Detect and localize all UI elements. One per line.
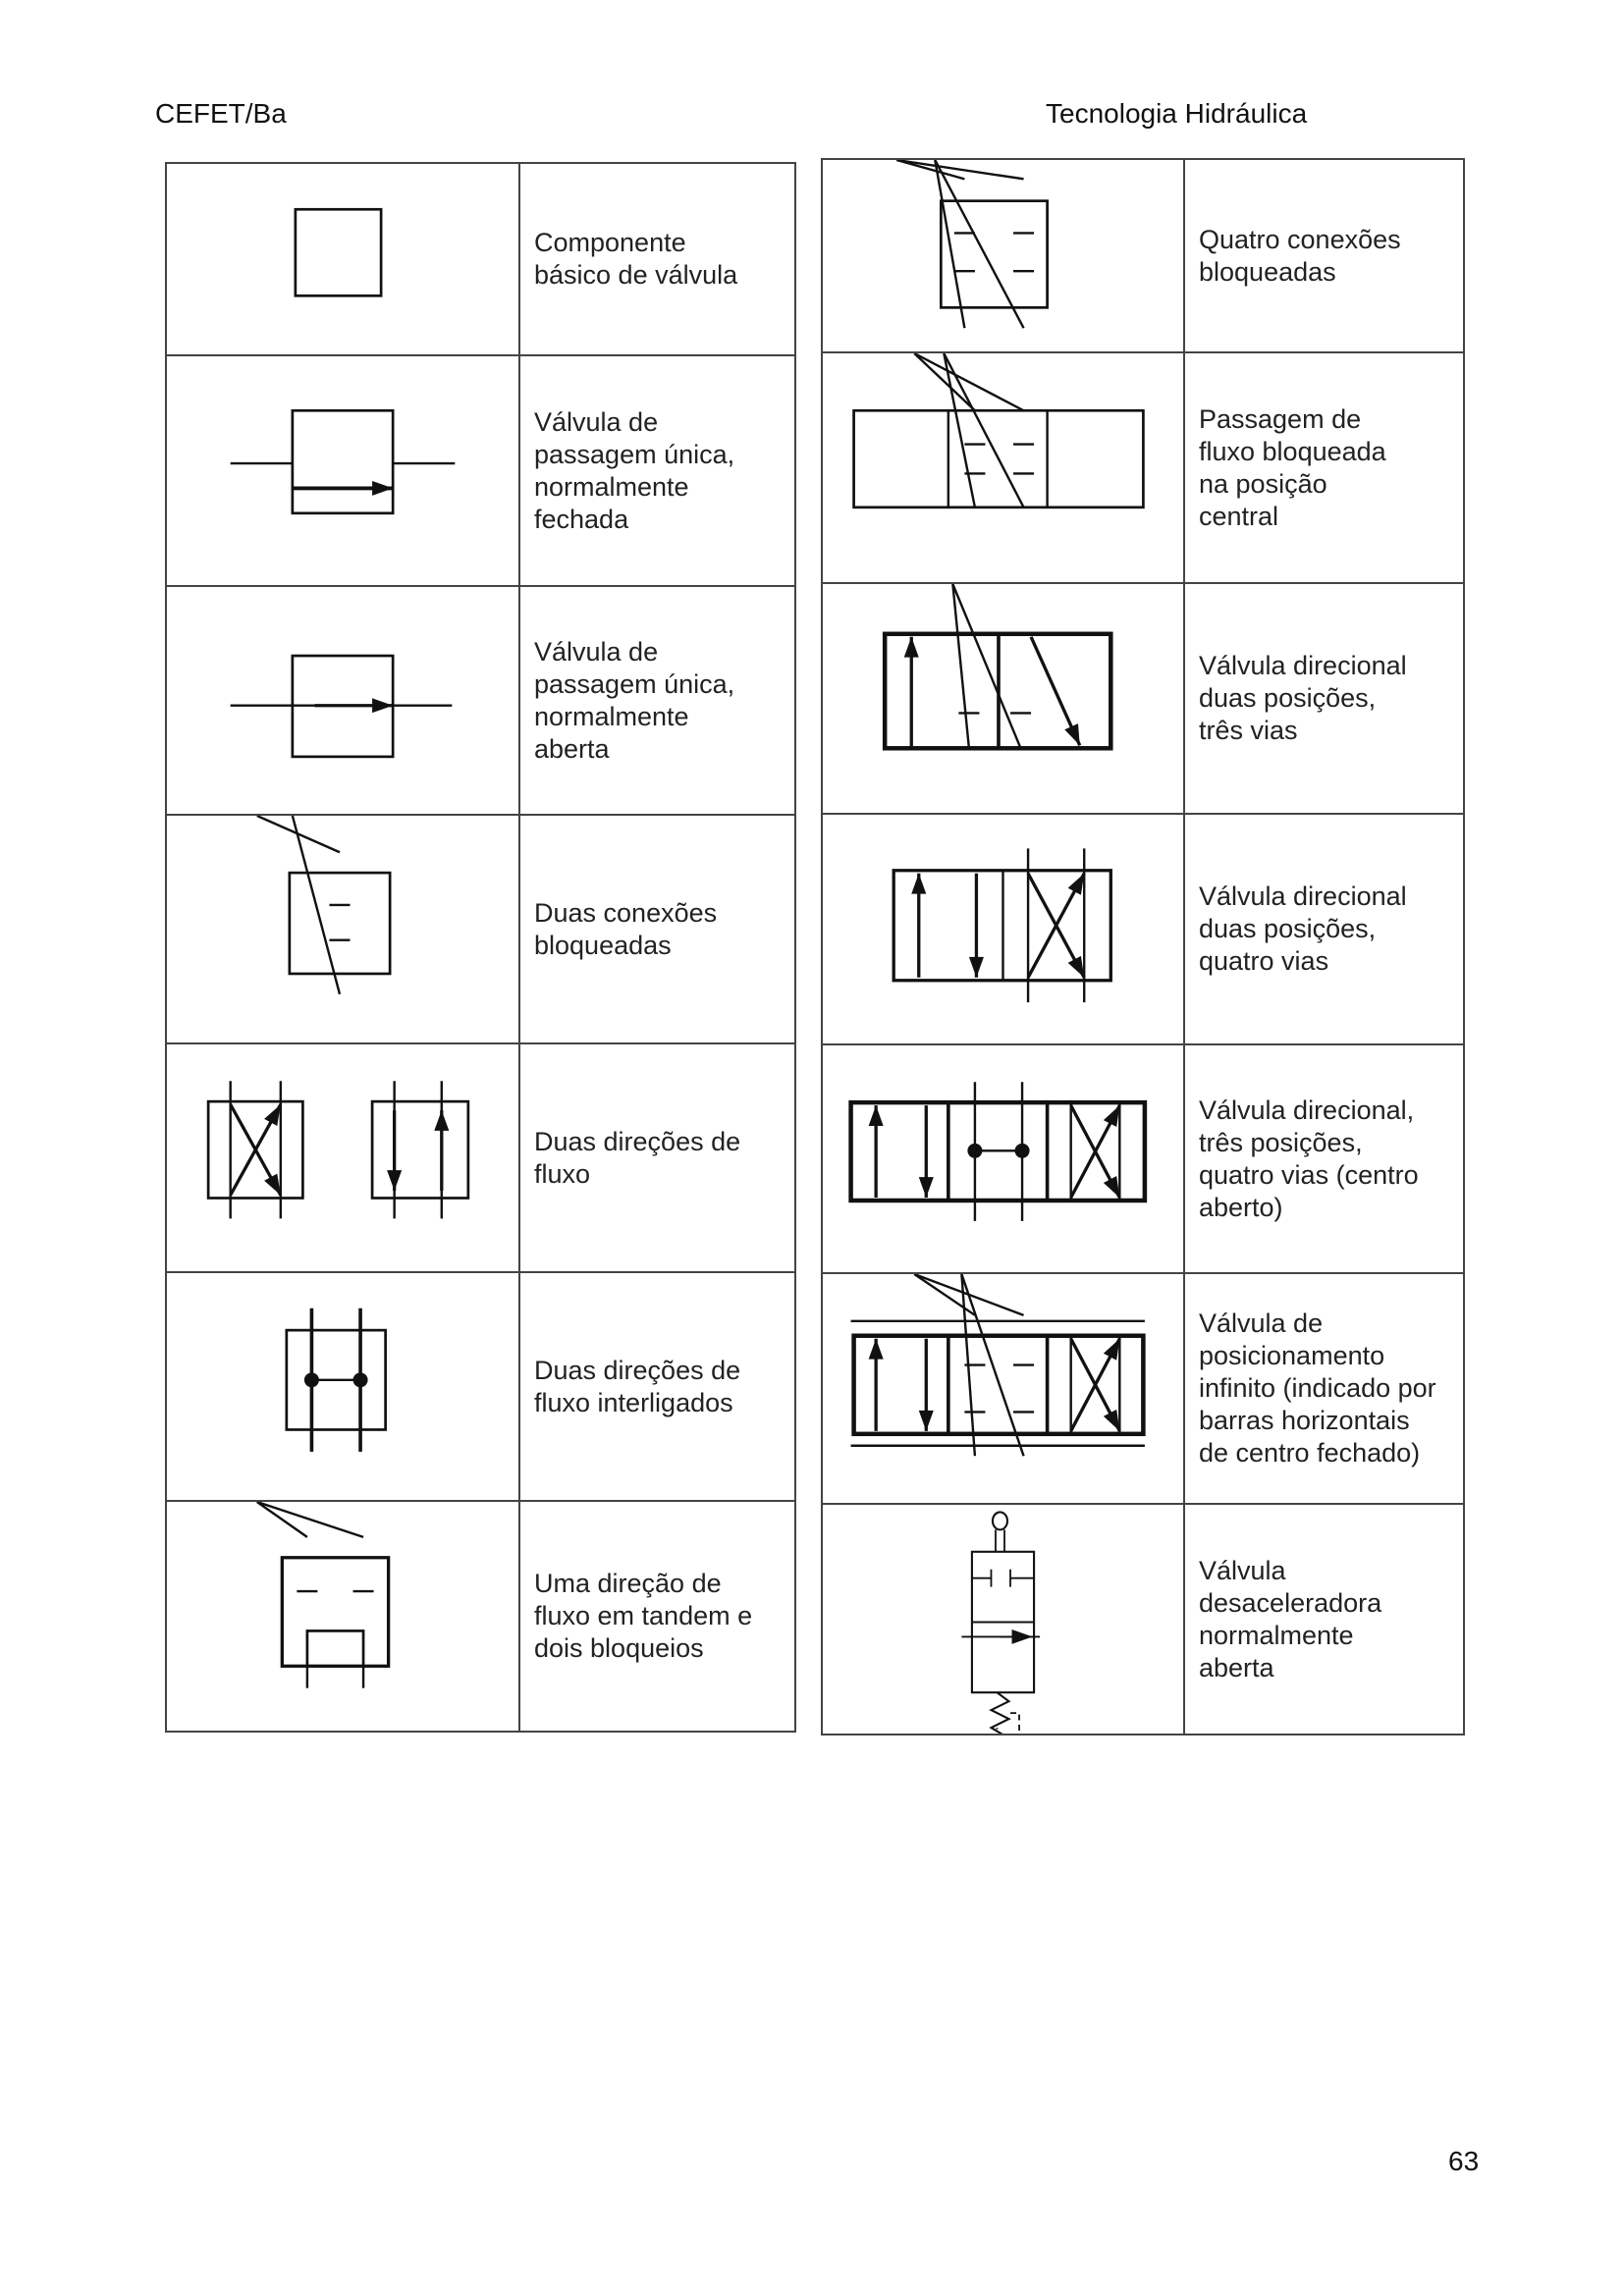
symbol-cell <box>822 583 1184 814</box>
symbol-description: Duas direções de fluxo interligados <box>534 1355 741 1417</box>
arrow-head-icon <box>919 1411 934 1431</box>
symbol-description: Válvula de passagem única, normalmente aberta <box>534 636 735 764</box>
arrow-head-icon <box>264 1174 281 1196</box>
two-flow-directions-icon <box>167 1044 518 1271</box>
symbol-description: Válvula direcional duas posições, quatro vias <box>1199 881 1407 976</box>
line <box>952 584 969 748</box>
basic-valve-component-icon <box>167 164 518 354</box>
symbol-description: Passagem de fluxo bloqueada na posição central <box>1199 403 1386 531</box>
arrow-head-icon <box>372 481 393 496</box>
junction-dot-icon <box>1015 1144 1030 1158</box>
description-cell <box>1184 814 1464 1044</box>
arrow-head-icon <box>919 1177 934 1198</box>
symbol-cell <box>822 1044 1184 1273</box>
symbol-row <box>822 583 1464 814</box>
description-cell <box>519 1272 795 1501</box>
description-cell <box>1184 1273 1464 1504</box>
symbol-row <box>166 815 795 1043</box>
symbol-row <box>822 814 1464 1044</box>
symbol-description: Quatro conexões bloqueadas <box>1199 224 1401 287</box>
infinite-positioning-icon <box>823 1274 1183 1503</box>
arrow-head-icon <box>387 1170 402 1191</box>
arrow-head-icon <box>1104 1176 1119 1198</box>
arrow-head-icon <box>434 1110 449 1131</box>
description-cell <box>519 1501 795 1732</box>
symbol-cell <box>822 814 1184 1044</box>
four-blocked-connections-icon <box>823 160 1183 351</box>
description-cell <box>519 586 795 815</box>
line <box>935 160 964 328</box>
line <box>952 584 1020 748</box>
valve-box <box>282 1558 388 1667</box>
spring-icon <box>991 1692 1008 1734</box>
arrow-head-icon <box>1068 874 1085 895</box>
directional-2pos-3way-icon <box>823 584 1183 813</box>
symbol-row <box>822 1273 1464 1504</box>
symbol-description: Componente básico de válvula <box>534 228 738 290</box>
two-blocked-connections-icon <box>167 816 518 1042</box>
arrow-head-icon <box>1104 1105 1119 1127</box>
directional-3pos-4way-open-center-icon <box>823 1045 1183 1272</box>
one-way-normally-open-icon <box>167 587 518 814</box>
symbol-cell <box>166 1272 519 1501</box>
valve-box <box>307 1630 363 1666</box>
arrow-head-icon <box>1068 956 1085 978</box>
symbol-description: Válvula de passagem única, normalmente fechada <box>534 406 735 534</box>
arrow-head-icon <box>869 1339 884 1360</box>
right-symbol-table <box>821 158 1465 1735</box>
arrow-head-icon <box>1104 1410 1119 1431</box>
line <box>257 1502 307 1537</box>
description-cell <box>1184 352 1464 583</box>
symbol-row <box>166 1501 795 1732</box>
junction-dot-icon <box>353 1372 368 1387</box>
directional-2pos-4way-icon <box>823 815 1183 1043</box>
symbol-cell <box>822 159 1184 352</box>
description-cell <box>1184 583 1464 814</box>
description-cell <box>519 163 795 355</box>
symbol-description: Válvula de posicionamento infinito (indicado por barras horizontais de centro fechado) <box>1199 1308 1436 1468</box>
symbol-cell <box>822 352 1184 583</box>
arrow-head-icon <box>264 1104 281 1126</box>
one-direction-tandem-two-blocked-icon <box>167 1502 518 1731</box>
header-right: Tecnologia Hidráulica <box>1046 98 1308 129</box>
description-cell <box>519 1043 795 1272</box>
symbol-cell <box>822 1273 1184 1504</box>
symbol-row <box>822 1044 1464 1273</box>
valve-box <box>941 201 1047 308</box>
valve-box <box>290 873 390 974</box>
valve-box <box>372 1101 468 1198</box>
description-cell <box>519 355 795 586</box>
symbol-description: Duas conexões bloqueadas <box>534 897 718 960</box>
symbol-row <box>822 1504 1464 1735</box>
symbol-row <box>822 159 1464 352</box>
roller-icon <box>993 1512 1007 1529</box>
description-cell <box>519 815 795 1043</box>
description-cell <box>1184 1044 1464 1273</box>
symbol-row <box>166 586 795 815</box>
symbol-cell <box>166 815 519 1043</box>
valve-box <box>296 209 381 295</box>
symbol-row <box>166 163 795 355</box>
symbol-row <box>166 1272 795 1501</box>
symbol-cell <box>822 1504 1184 1735</box>
junction-dot-icon <box>304 1372 319 1387</box>
arrow-head-icon <box>911 874 926 894</box>
symbol-description: Válvula direcional, três posições, quatro vias (centro aberto) <box>1199 1095 1419 1222</box>
line <box>896 160 1023 179</box>
symbol-description: Válvula desaceleradora normalmente aberta <box>1199 1555 1382 1682</box>
symbol-cell <box>166 586 519 815</box>
symbol-cell <box>166 1043 519 1272</box>
description-cell <box>1184 1504 1464 1735</box>
symbol-description: Uma direção de fluxo em tandem e dois bloqueios <box>534 1569 753 1663</box>
symbol-row <box>166 355 795 586</box>
arrow-head-icon <box>904 637 919 658</box>
header-left: CEFET/Ba <box>155 98 287 129</box>
junction-dot-icon <box>967 1144 982 1158</box>
symbol-cell <box>166 1501 519 1732</box>
symbol-row <box>166 1043 795 1272</box>
arrow-head-icon <box>1012 1629 1033 1644</box>
left-symbol-table <box>165 162 796 1733</box>
one-way-normally-closed-icon <box>167 356 518 585</box>
arrow-head-icon <box>372 698 393 713</box>
two-flow-directions-interconnected-icon <box>167 1273 518 1500</box>
page-number: 63 <box>1448 2146 1480 2176</box>
arrow-head-icon <box>1104 1339 1119 1361</box>
description-cell <box>1184 159 1464 352</box>
symbol-cell <box>166 163 519 355</box>
symbol-row <box>822 352 1464 583</box>
arrow-head-icon <box>1064 723 1079 745</box>
line <box>257 1502 363 1537</box>
line <box>935 160 1023 328</box>
symbol-description: Válvula direcional duas posições, três vias <box>1199 651 1407 745</box>
symbol-description: Duas direções de fluxo <box>534 1126 741 1189</box>
arrow-head-icon <box>869 1105 884 1126</box>
line <box>944 353 1023 507</box>
flow-blocked-center-icon <box>823 353 1183 582</box>
arrow-head-icon <box>969 957 984 978</box>
symbol-cell <box>166 355 519 586</box>
valve-box <box>293 410 393 513</box>
deceleration-valve-normally-open-icon <box>823 1505 1183 1734</box>
